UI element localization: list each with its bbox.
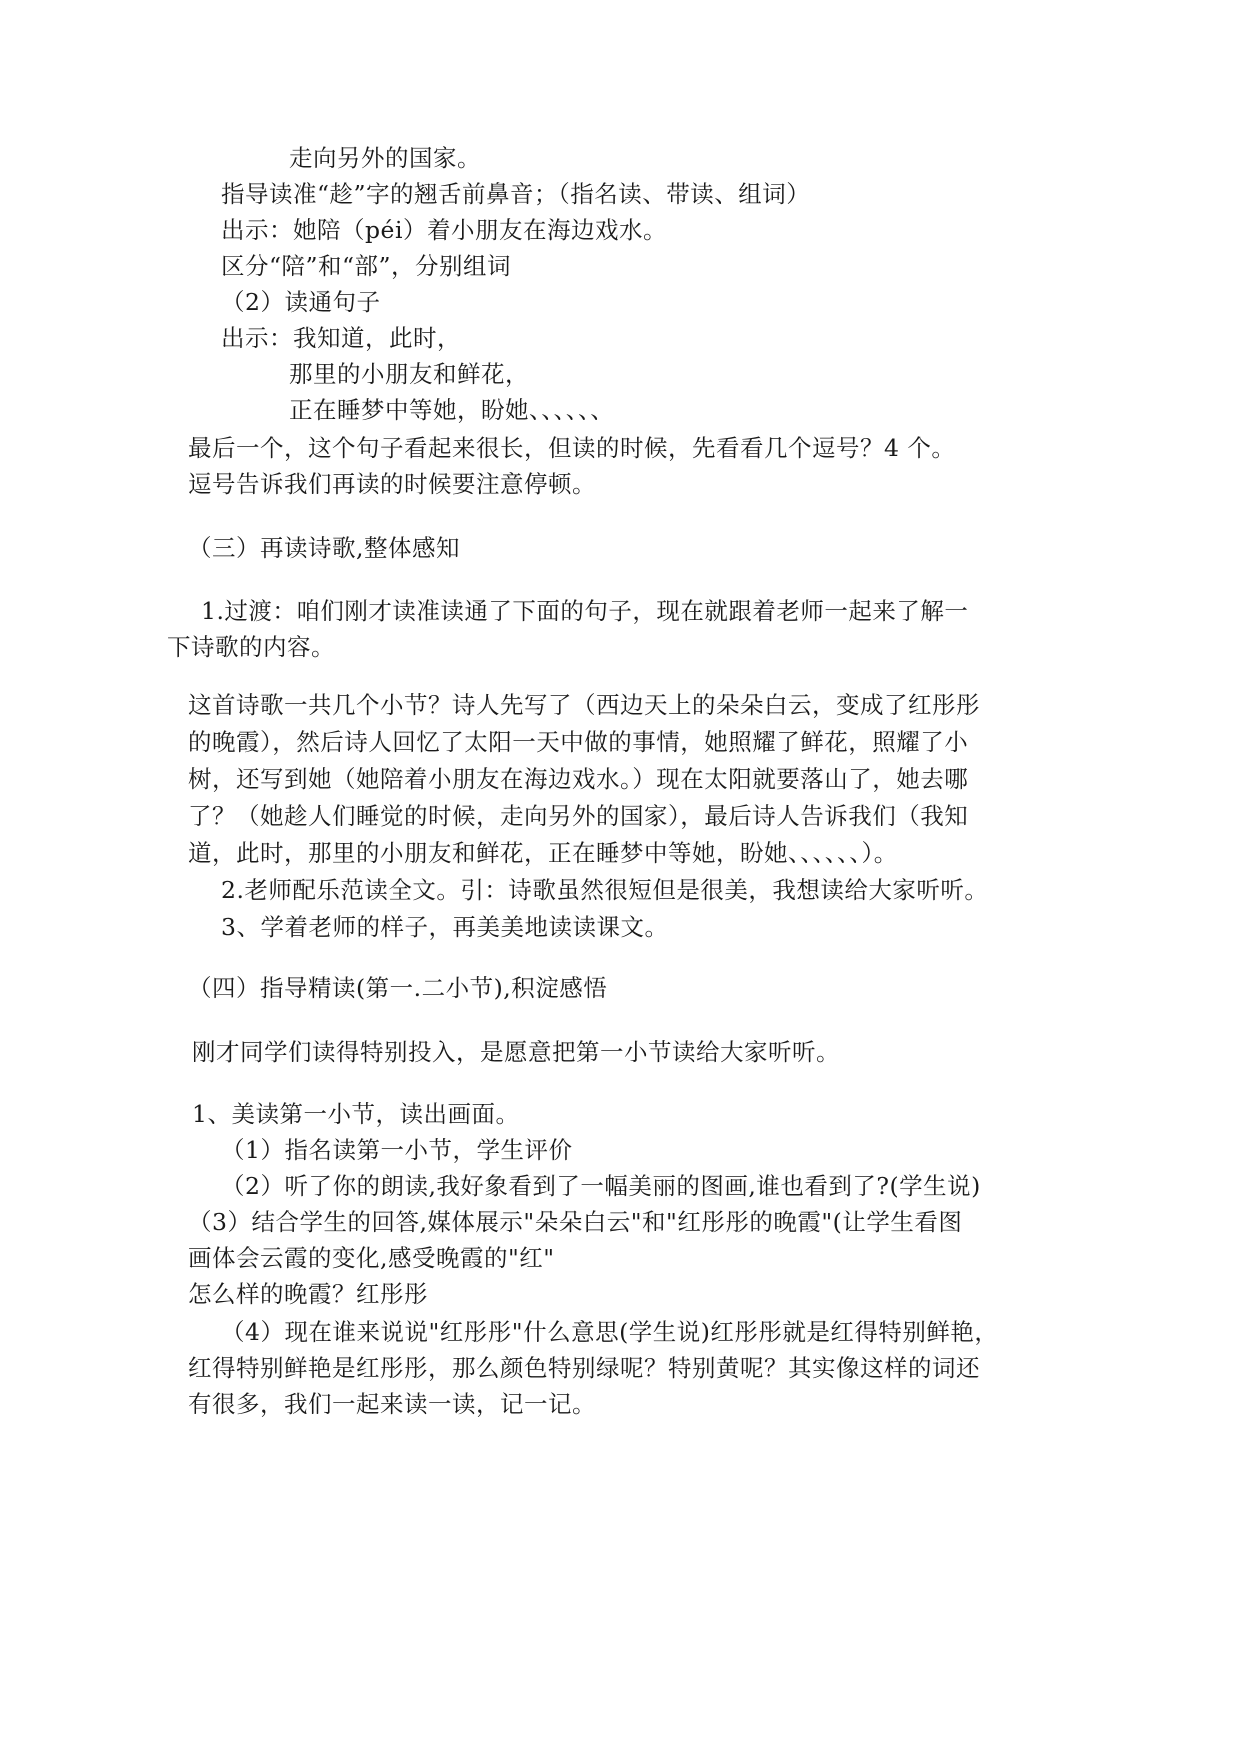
text-line: （4）现在谁来说说"红彤彤"什么意思(学生说)红彤彤就是红得特别鲜艳， xyxy=(221,1318,999,1346)
text-line: 的晚霞），然后诗人回忆了太阳一天中做的事情，她照耀了鲜花，照耀了小 xyxy=(188,728,969,756)
text-line: 3、学着老师的样子，再美美地读读课文。 xyxy=(221,913,669,941)
text-line: （1）指名读第一小节，学生评价 xyxy=(221,1136,573,1164)
text-line: （2）读通句子 xyxy=(221,288,381,316)
text-line: 刚才同学们读得特别投入，是愿意把第一小节读给大家听听。 xyxy=(192,1038,840,1066)
text-line: 道，此时，那里的小朋友和鲜花，正在睡梦中等她，盼她、、、、、、）。 xyxy=(188,839,898,867)
text-line: 树，还写到她（她陪着小朋友在海边戏水。）现在太阳就要落山了，她去哪 xyxy=(188,765,969,793)
text-line: 走向另外的国家。 xyxy=(289,144,481,172)
text-line: 1、美读第一小节，读出画面。 xyxy=(192,1100,520,1128)
text-line: 1.过渡：咱们刚才读准读通了下面的句子，现在就跟着老师一起来了解一 xyxy=(201,597,969,625)
text-line: 怎么样的晚霞？红彤彤 xyxy=(188,1280,428,1308)
text-line: 了？（她趁人们睡觉的时候，走向另外的国家），最后诗人告诉我们（我知 xyxy=(188,802,969,830)
text-line: 最后一个，这个句子看起来很长，但读的时候，先看看几个逗号？4 个。 xyxy=(188,434,956,462)
text-line: 正在睡梦中等她，盼她、、、、、、 xyxy=(289,396,615,424)
section-heading: （三）再读诗歌,整体感知 xyxy=(188,534,460,562)
text-line: 出示：她陪（péi）着小朋友在海边戏水。 xyxy=(221,216,667,244)
text-line: 有很多，我们一起来读一读，记一记。 xyxy=(188,1390,596,1418)
text-line: 这首诗歌一共几个小节？诗人先写了（西边天上的朵朵白云，变成了红彤彤 xyxy=(188,691,980,719)
text-line: 区分“陪”和“部”，分别组词 xyxy=(221,252,512,280)
text-line: 那里的小朋友和鲜花， xyxy=(289,360,529,388)
text-line: 逗号告诉我们再读的时候要注意停顿。 xyxy=(188,470,596,498)
text-line: 指导读准“趁”字的翘舌前鼻音；（指名读、带读、组词） xyxy=(221,180,811,208)
section-heading: （四）指导精读(第一.二小节),积淀感悟 xyxy=(188,974,608,1002)
text-line: 出示：我知道，此时， xyxy=(221,324,461,352)
text-line: 画体会云霞的变化,感受晚霞的"红" xyxy=(188,1244,555,1272)
text-line: 下诗歌的内容。 xyxy=(167,633,335,661)
text-line: 2.老师配乐范读全文。引：诗歌虽然很短但是很美，我想读给大家听听。 xyxy=(221,876,989,904)
text-line: （2）听了你的朗读,我好象看到了一幅美丽的图画,谁也看到了?(学生说) xyxy=(221,1172,981,1200)
text-line: （3）结合学生的回答,媒体展示"朵朵白云"和"红彤彤的晚霞"(让学生看图 xyxy=(188,1208,963,1236)
text-line: 红得特别鲜艳是红彤彤，那么颜色特别绿呢？特别黄呢？其实像这样的词还 xyxy=(188,1354,980,1382)
